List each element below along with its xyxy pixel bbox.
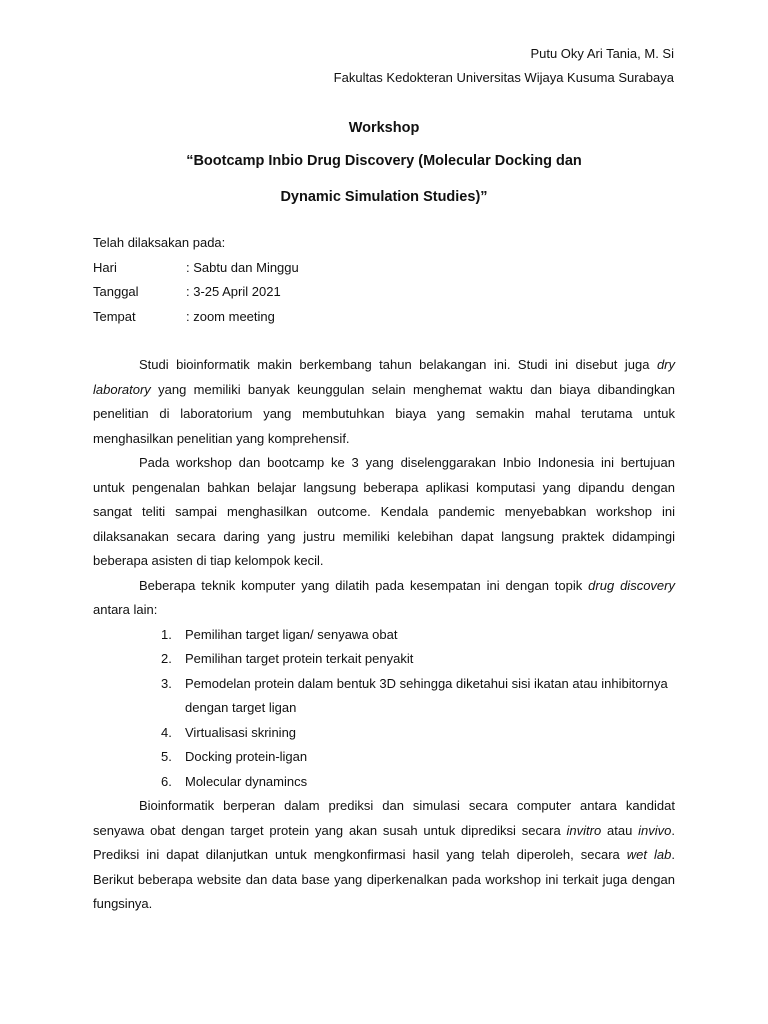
info-value: : zoom meeting	[186, 308, 275, 324]
list-item	[93, 647, 675, 672]
text-span: . Prediksi ini dapat dilanjutkan untuk mengkonfirmasi hasil yang telah diperoleh, secara	[93, 822, 676, 862]
text-span: Beberapa teknik komputer yang dilatih pada kesempatan ini dengan topik	[139, 577, 589, 593]
info-row-day	[93, 256, 299, 281]
list-text: Virtualisasi skrining	[185, 724, 297, 740]
author-block	[334, 42, 674, 90]
title-label: Workshop	[348, 120, 420, 136]
title-line-2: Dynamic Simulation Studies)”	[280, 189, 488, 205]
body-text	[93, 353, 675, 917]
info-key: Hari	[93, 259, 117, 275]
info-key: Tempat	[93, 308, 136, 324]
list-text: Molecular dynamincs	[185, 773, 308, 789]
text-span: Bioinformatik berperan dalam prediksi dan simulasi secara computer antara kandidat senyawa obat dengan target protein yang akan susah untuk diprediksi secara	[93, 798, 675, 838]
text-span: Studi bioinformatik makin berkembang tahun belakangan ini. Studi ini disebut juga	[139, 357, 657, 372]
italic-term: invivo	[638, 822, 672, 838]
list-text: Docking protein-ligan	[185, 749, 308, 764]
info-value: : Sabtu dan Minggu	[186, 259, 299, 275]
info-value: : 3-25 April 2021	[186, 284, 281, 299]
info-row-date	[93, 280, 299, 305]
list-item	[93, 745, 675, 770]
paragraph-1	[93, 353, 675, 451]
info-key: Tanggal	[93, 284, 139, 299]
list-text: Pemilihan target protein terkait penyakit	[185, 651, 414, 666]
text-span: atau	[601, 822, 639, 838]
list-number: 2.	[161, 651, 172, 666]
text-span: . Berikut beberapa website dan data base yang diperkenalkan pada workshop ini terkait juga dengan fungsinya.	[93, 847, 675, 911]
list-item	[93, 721, 675, 746]
list-number: 5.	[161, 749, 172, 764]
list-number: 6.	[161, 773, 172, 789]
document-title	[92, 116, 676, 212]
author-name: Putu Oky Ari Tania, M. Si	[530, 46, 674, 61]
list-item	[93, 623, 675, 648]
event-info-intro: Telah dilaksakan pada:	[93, 235, 226, 250]
event-info	[93, 231, 299, 329]
paragraph-4	[93, 794, 675, 917]
list-item	[93, 770, 675, 795]
title-line-1: “Bootcamp Inbio Drug Discovery (Molecular Docking dan	[186, 153, 582, 169]
italic-term: invitro	[566, 822, 602, 838]
text-span: antara lain:	[93, 602, 158, 617]
italic-term: dry laboratory	[93, 357, 675, 397]
info-row-place	[93, 305, 299, 330]
list-text: Pemilihan target ligan/ senyawa obat	[185, 626, 398, 642]
list-number: 1.	[161, 626, 172, 642]
technique-list	[93, 623, 675, 795]
list-number: 4.	[161, 724, 172, 740]
paragraph-2: Pada workshop dan bootcamp ke 3 yang diselenggarakan Inbio Indonesia ini bertujuan untuk pengenalan bahkan belajar langsung beberapa aplikasi komputasi yang dipandu dengan sangat teliti sampai menghasilkan outcome. Kendala pandemic menyebabkan workshop ini dilaksanakan secara daring yang justru memiliki kelebihan dapat langsung praktek didampingi beberapa asisten di tiap kelompok kecil.	[93, 455, 675, 568]
list-item	[93, 672, 675, 721]
author-affiliation: Fakultas Kedokteran Universitas Wijaya Kusuma Surabaya	[333, 70, 674, 85]
italic-term: wet lab	[626, 847, 672, 862]
list-text: Pemodelan protein dalam bentuk 3D sehingga diketahui sisi ikatan atau inhibitornya dengan target ligan	[185, 675, 668, 715]
paragraph-3	[93, 574, 675, 623]
italic-term: drug discovery	[588, 577, 675, 593]
text-span: yang memiliki banyak keunggulan selain menghemat waktu dan biaya dibandingkan penelitian di laboratorium yang membutuhkan biaya yang semakin mahal terutama untuk menghasilkan penelitian yang komprehensif.	[93, 381, 675, 446]
list-number: 3.	[161, 675, 172, 691]
